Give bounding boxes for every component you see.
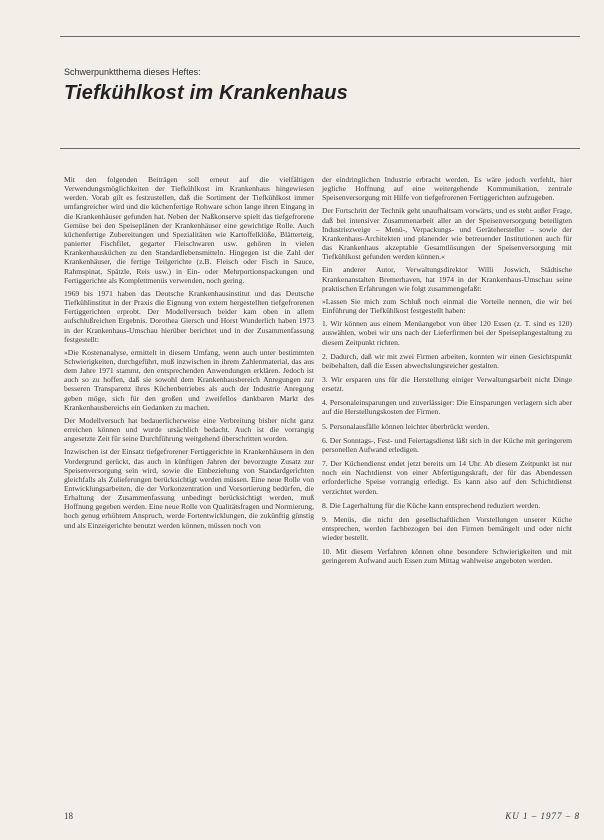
paragraph: »Die Kostenanalyse, ermittelt in diesem Umfang, wenn auch unter bestimmten Schwierigkeiten, durchgeführt, muß inzwischen in ihrem Zahlenmaterial, das aus dem Jahre 1971 stammt, den entsprechenden Anwendungen erklären. Jedoch ist auch so zu hoffen, daß sie sowohl dem Krankenhausbereich Anregungen zur besseren Transparenz ihres Küchenbetriebes als auch der Industrie Anregung geben möge, sich für den großen und zweifellos dankbaren Markt des Krankenhausbereichs ein Gedanken zu machen. xyxy=(64,347,314,412)
header-top-rule xyxy=(60,36,580,37)
header-kicker: Schwerpunktthema dieses Heftes: xyxy=(64,67,201,77)
paragraph: der eindringlichen Industrie erbracht werden. Es wäre jedoch verfehlt, hier jegliche Hoffnung auf eine weitergehende Kommunikation, zentrale Speisenversorgung mit Hilfe von tiefgefrorenen Fertiggerichten aufzugeben. xyxy=(322,175,572,203)
advantage-item: 5. Personalausfälle können leichter überbrückt werden. xyxy=(322,421,490,431)
paragraph: Der Fortschritt der Technik geht unaufhaltsam vorwärts, und es steht außer Frage, daß bei intensiver Zusammenarbeit aller an der Speisenversorgung beteiligten Industriezweige – Menü-, Verpackungs- und Gerätehersteller – sowie der Krankenhaus-Architekten und planender wie betreuender Institutionen auch für das Krankenhaus akzeptable Gesamtlösungen der Speisenversorgung mit Tiefkühlkost gefunden werden können.« xyxy=(322,206,572,262)
right-column xyxy=(322,175,572,571)
paragraph: Inzwischen ist der Einsatz tiefgefrorener Fertiggerichte in Krankenhäusern in den Vordergrund gerückt, das auch in künftigen Jahren der bevorzugte Zusatz zur Speisenversorgung sein wird, sowie die Einbeziehung von Standardgerichten gleichfalls als Zulieferungen berücksichtigt werden müssen. Eine neue Rolle von Entwicklungsarbeiten, die der Vorkonzentration und Vorsortierung bedürfen, die Erhaltung der Zusammenfassung unbedingt berücksichtigt werden, muß Hoffnung gegeben werden. Eine neue Rolle von Qualitätsfragen und Normierung, hoch genug erhöhtem Anspruch, werde Fortentwicklungen, die zukünftig günstig und als Einzeigerichte benutzt werden können, müssen noch von xyxy=(64,447,314,530)
advantage-item: 4. Personaleinsparungen und zuverlässiger: Die Einsparungen verlagern sich aber auf die Herstellungskosten der Firmen. xyxy=(322,398,572,417)
advantage-item: 6. Der Sonntags-, Fest- und Feiertagsdienst läßt sich in der Küche mit geringerem personellen Aufwand erledigen. xyxy=(322,435,572,454)
advantage-item: 1. Wir können aus einem Menüangebot von über 120 Essen (z. T. sind es 120) auswählen, wobei wir uns nach der Lieferfirmen bei der Speiseplangestaltung zu diesem Zeitpunkt richten. xyxy=(322,319,572,347)
paragraph: Mit den folgenden Beiträgen soll erneut auf die vielfältigen Verwendungsmöglichkeiten der Tiefkühlkost im Krankenhaus hingewiesen werden. Vorab gilt es festzustellen, daß die Sortiment der Tiefkühlkost immer umfangreicher wird und die küchenfertige Rohware schon lange ihren Eingang in die Krankenhäuser gefunden hat. Neben der Naßkonserve spielt das tiefgefrorene Gemüse bei den Speiseplänen der Krankenhäuser eine gewichtige Rolle. Auch küchenfertige Zubereitungen und Spezialitäten wie Kartoffelklöße, Blätterteig, panierter Fischfilet, gegarter Fleischwaren usw. gehören in vielen Krankenhausküchen zu den Standardlebensmitteln. Hingegen ist die Zahl der Krankenhäuser, die fertige Teilgerichte (z.B. Fleisch oder Fisch in Sauce, Rahmspinat, Spätzle, Reis usw.) in Ein- oder Mehrportionspackungen und Fertiggerichte als Komplettmenüs verwenden, noch gering. xyxy=(64,175,314,285)
advantage-item: 9. Menüs, die nicht den gesellschaftlichen Vorstellungen unserer Küche entsprechen, werden fachbezogen bei den Firmen bemängelt und oder nicht wieder bestellt. xyxy=(322,514,572,543)
advantage-item: 7. Der Küchendienst endet jetzt bereits um 14 Uhr. Ab diesem Zeitpunkt ist nur noch ein Nachtdienst von einer Abfertigungskraft, der für das Abendessen erforderliche Speise vorrangig erledigt. Es kann also auf den Schichtdienst verzichtet werden. xyxy=(322,459,572,496)
paragraph: »Lassen Sie mich zum Schluß noch einmal die Vorteile nennen, die wir bei Einführung der Tiefkühlkost festgestellt haben: xyxy=(322,296,572,316)
title-bottom-rule xyxy=(60,148,580,149)
issue-reference: KU 1 – 1977 – 8 xyxy=(505,811,580,821)
page-title: Tiefkühlkost im Krankenhaus xyxy=(64,82,348,104)
paragraph: 1969 bis 1971 haben das Deutsche Krankenhausinstitut und das Deutsche Tiefkühlinstitut in der Praxis die Eignung von extern hergestellten tiefgefrorenen Fertiggerichten erprobt. Der Modellversuch beider kam oben in allem aufschlußreichen Ergebnis. Dorothea Giersch und Horst Wunderlich haben 1973 in der Krankenhaus-Umschau hierüber berichtet und in der Zusammenfassung festgestellt: xyxy=(64,288,314,344)
paragraph: Der Modellversuch hat bedauerlicherweise eine Verbreitung bisher nicht ganz erreichen können und wurde ursächlich bedacht. Auch ist die vorrangig angesetzte Zeit für seine Durchführung weitgehend überschritten worden. xyxy=(64,415,314,444)
advantage-item: 3. Wir ersparen uns für die Herstellung einiger Verwaltungsarbeit nicht Dinge ersetzt. xyxy=(322,374,572,394)
page-number: 18 xyxy=(64,811,73,821)
advantage-item: 8. Die Lagerhaltung für die Küche kann entsprechend reduziert werden. xyxy=(322,500,541,510)
advantage-item: 10. Mit diesem Verfahren können ohne besondere Schwierigkeiten und mit geringerem Aufwand auch Essen zum Mittag wahlweise angeboten werden. xyxy=(322,547,572,566)
paragraph: Ein anderer Autor, Verwaltungsdirektor Willi Joswich, Städtische Krankenanstalten Bremerhaven, hat 1974 in der Krankenhaus-Umschau seine praktischen Erfahrungen wie folgt zusammengefaßt: xyxy=(322,265,572,293)
advantage-item: 2. Dadurch, daß wir mit zwei Firmen arbeiten, konnten wir einen Gesichtspunkt beibehalten, daß die Essen abwechslungsreicher gestalten. xyxy=(322,351,572,370)
left-column xyxy=(64,175,314,534)
